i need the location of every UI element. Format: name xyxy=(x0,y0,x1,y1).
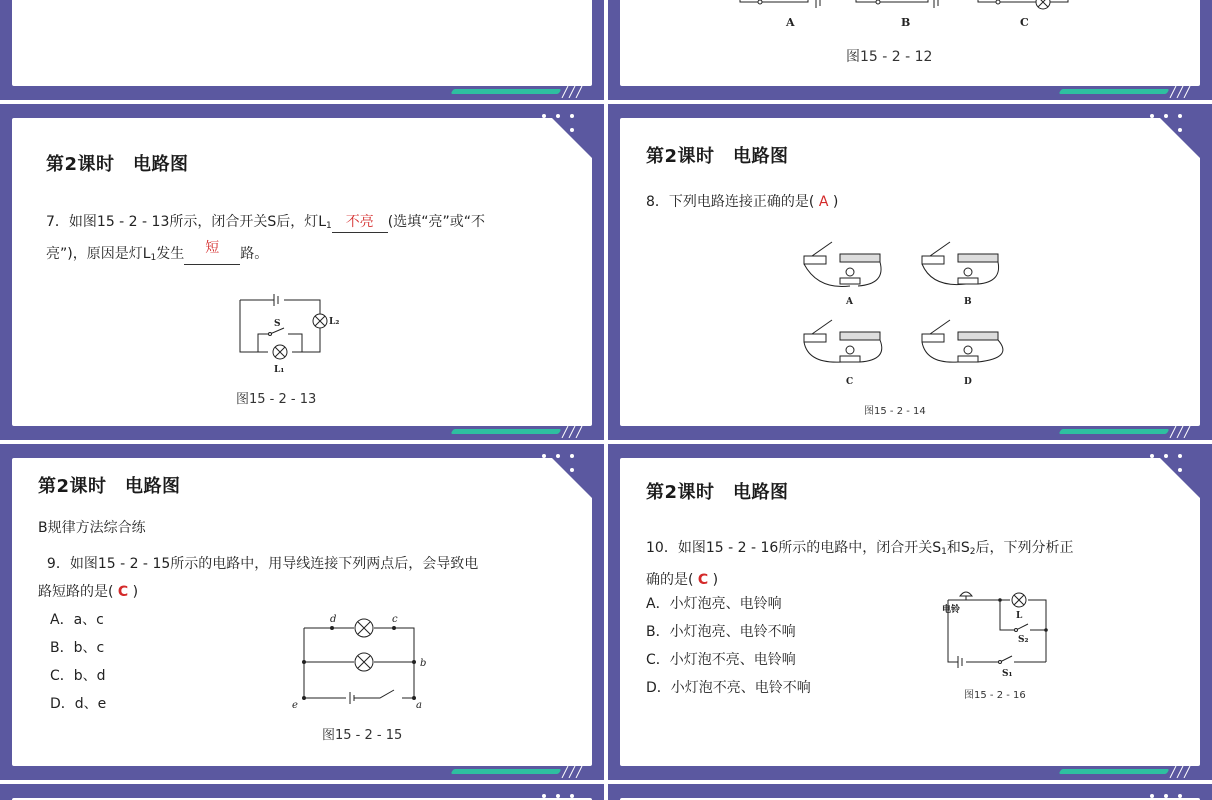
accent-bar xyxy=(1059,89,1170,94)
circuit-figure-15-2-15 xyxy=(290,610,440,714)
fig-label-a: A xyxy=(786,16,795,29)
fig-label-b: B xyxy=(964,297,972,307)
hatch-decoration xyxy=(1166,426,1194,438)
point-c: c xyxy=(392,614,398,625)
hatch-decoration xyxy=(1166,86,1194,98)
hatch-decoration xyxy=(558,86,586,98)
answer-blank-1: 不亮 xyxy=(345,214,374,230)
slide-bottom-right-partial xyxy=(608,784,1212,800)
fig-label-s1: S₁ xyxy=(1002,669,1013,679)
accent-bar xyxy=(1059,769,1170,774)
question-10-text: 10．如图15 - 2 - 16所示的电路中，闭合开关$S_1$和$S_2$后，下列分析正 确的是( C ) xyxy=(646,540,1074,588)
slide-top-right xyxy=(608,0,1212,100)
slide-question-10 xyxy=(608,444,1212,780)
answer-q8: A xyxy=(818,194,829,210)
question-7-text: 7．如图15 - 2 - 13所示，闭合开关S后，灯$L_1$ 不亮 (选填“亮”或“不 亮”)，原因是灯$L_1$发生 短 路。 xyxy=(46,214,486,263)
circuit-figure-15-2-12 xyxy=(728,0,1088,34)
option-d: D．d、e xyxy=(50,696,107,712)
slide-title: 第2课时 电路图 xyxy=(646,146,789,167)
fig-label-bell: 电铃 xyxy=(942,605,961,615)
fig-label-c: C xyxy=(1020,16,1029,29)
figure-caption: 图15 - 2 - 13 xyxy=(236,392,317,407)
option-c: C．小灯泡不亮、电铃响 xyxy=(646,652,796,668)
option-b: B．小灯泡亮、电铃不响 xyxy=(646,624,796,640)
accent-bar xyxy=(451,429,562,434)
figure-caption: 图15 - 2 - 16 xyxy=(964,690,1026,701)
option-c: C．b、d xyxy=(50,668,106,684)
dot-pattern xyxy=(524,450,588,490)
figure-caption: 图15 - 2 - 12 xyxy=(846,49,933,65)
dot-pattern xyxy=(1132,110,1196,150)
fig-label-l1: L₁ xyxy=(274,365,285,375)
slide-title: 第2课时 电路图 xyxy=(46,154,189,175)
point-a: a xyxy=(416,700,422,711)
slide-title: 第2课时 电路图 xyxy=(38,476,181,497)
answer-blank-2: 短 xyxy=(205,240,220,256)
fig-label-s: S xyxy=(274,319,281,329)
slide-top-left xyxy=(0,0,604,100)
answer-q10: C xyxy=(697,572,709,588)
point-d: d xyxy=(330,614,337,625)
slide-content-area xyxy=(12,0,592,86)
answer-q9: C xyxy=(117,584,129,600)
option-b: B．b、c xyxy=(50,640,105,656)
circuit-figure-15-2-13 xyxy=(232,290,348,376)
fig-label-d: D xyxy=(964,377,972,387)
circuit-figure-15-2-14 xyxy=(798,238,1028,390)
slide-bottom-left-partial xyxy=(0,784,604,800)
hatch-decoration xyxy=(558,766,586,778)
dot-pattern xyxy=(524,110,588,150)
fig-label-a: A xyxy=(846,297,853,307)
fig-label-l2: L₂ xyxy=(329,317,340,327)
accent-bar xyxy=(451,769,562,774)
question-8-text: 8．下列电路连接正确的是( A ) xyxy=(646,194,839,210)
circuit-figure-15-2-16 xyxy=(938,584,1058,680)
hatch-decoration xyxy=(558,426,586,438)
slide-question-8 xyxy=(608,104,1212,440)
figure-caption: 图15 - 2 - 14 xyxy=(864,406,926,417)
accent-bar xyxy=(451,89,562,94)
question-9-text: 9．如图15 - 2 - 15所示的电路中，用导线连接下列两点后，会导致电 路短路的是( C ) xyxy=(38,556,479,600)
point-b: b xyxy=(420,658,427,669)
section-label: B规律方法综合练 xyxy=(38,520,146,536)
hatch-decoration xyxy=(1166,766,1194,778)
option-a: A．小灯泡亮、电铃响 xyxy=(646,596,782,612)
fig-label-l: L xyxy=(1016,611,1023,621)
accent-bar xyxy=(1059,429,1170,434)
dot-pattern xyxy=(1132,790,1196,800)
option-d: D．小灯泡不亮、电铃不响 xyxy=(646,680,811,696)
dot-pattern xyxy=(524,790,588,800)
slide-question-7 xyxy=(0,104,604,440)
fig-label-b: B xyxy=(901,16,911,29)
slide-question-9 xyxy=(0,444,604,780)
dot-pattern xyxy=(1132,450,1196,490)
fig-label-s2: S₂ xyxy=(1018,635,1029,645)
option-a: A．a、c xyxy=(50,612,104,628)
point-e: e xyxy=(292,700,298,711)
slide-title: 第2课时 电路图 xyxy=(646,482,789,503)
fig-label-c: C xyxy=(846,377,854,387)
figure-caption: 图15 - 2 - 15 xyxy=(322,728,403,743)
